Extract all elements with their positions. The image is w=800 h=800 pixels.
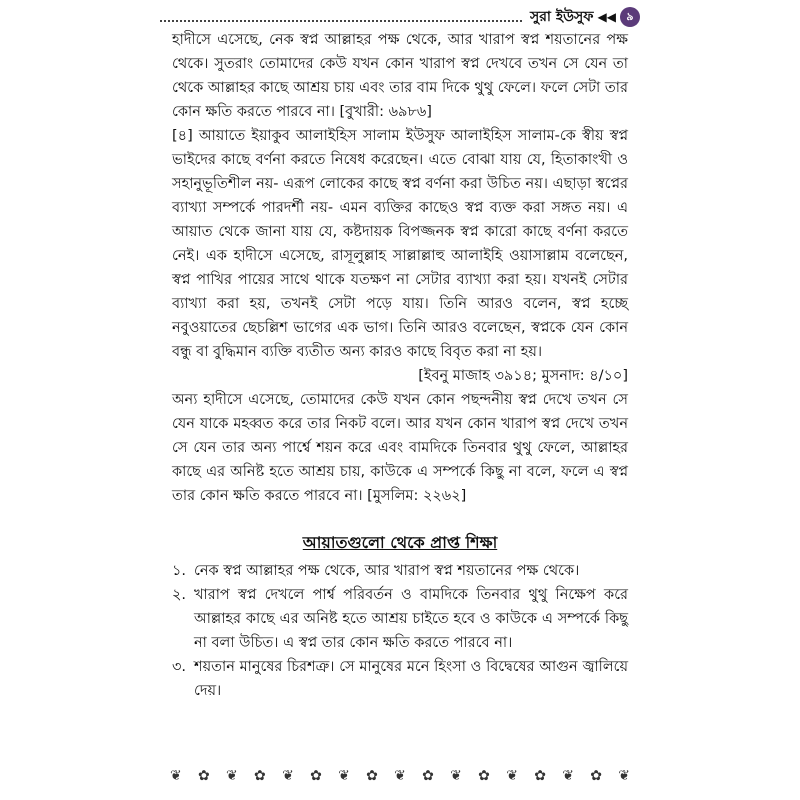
paragraph-note-4: [৪] আয়াতে ইয়াকুব আলাইহিস সালাম ইউসুফ আলাইহিস সালাম-কে স্বীয় স্বপ্ন ভাইদের কাছে বর্ণনা করতে নিষেধ করেছেন। এতে বোঝা যায় যে, হিতাকাংখী ও সহানুভূতিশীল নয়- এরূপ লোকের কাছে স্বপ্ন বর্ণনা করা উচিত নয়। এছাড়া স্বপ্নের ব্যাখ্যা সম্পর্কে পারদর্শী নয়- এমন ব্যক্তির কাছেও স্বপ্ন ব্যক্ত করা সঙ্গত নয়। এ আয়াত থেকে জানা যায় যে, কষ্টদায়ক বিপজ্জনক স্বপ্ন কারো কাছে বর্ণনা করতে নেই। এক হাদীসে এসেছে, রাসূলুল্লাহ সাল্লাল্লাহু আলাইহি ওয়াসাল্লাম বলেছেন, স্বপ্ন পাখির পায়ের সাথে থাকে যতক্ষণ না সেটার ব্যাখ্যা করা হয়। যখনই সেটার ব্যাখ্যা করা হয়, তখনই সেটা পড়ে যায়। তিনি আরও বলেন, স্বপ্ন হচ্ছে নবুওয়াতের ছেচল্লিশ ভাগের এক ভাগ। তিনি আরও বলেছেন, স্বপ্নকে যেন কোন বন্ধু বা বুদ্ধিমান ব্যক্তি ব্যতীত অন্য কারও কাছে বিবৃত করা না হয়।: [172, 128, 628, 360]
lesson-number: ২.: [172, 587, 187, 603]
header-arrows-icon: ◀◀: [597, 10, 616, 24]
ornament-glyph-icon: ❦: [394, 768, 406, 784]
ornament-glyph-icon: ❦: [562, 768, 574, 784]
ornament-glyph-icon: ✿: [534, 768, 546, 784]
surah-title: সুরা ইউসুফ: [529, 9, 594, 25]
ornament-glyph-icon: ❦: [338, 768, 350, 784]
header-dotted-rule: [160, 20, 522, 22]
paragraph-hadith-2: অন্য হাদীসে এসেছে, তোমাদের কেউ যখন কোন পছন্দনীয় স্বপ্ন দেখে তখন সে যেন যাকে মহব্বত করে তার নিকট বলে। আর যখন কোন খারাপ স্বপ্ন দেখে তখন সে যেন তার অন্য পার্শ্বে শয়ন করে এবং বামদিকে তিনবার থুথু ফেলে, আল্লাহর কাছে এর অনিষ্ট হতে আশ্রয় চায়, কাউকে এ সম্পর্কে কিছু না বলে, ফলে এ স্বপ্ন তার কোন ক্ষতি করতে পারবে না। [মুসলিম: ২২৬২]: [172, 392, 628, 504]
ornament-glyph-icon: ❦: [226, 768, 238, 784]
lesson-item: [172, 655, 628, 703]
lesson-number: ৩.: [172, 659, 187, 675]
paragraph-hadith-1: হাদীসে এসেছে, নেক স্বপ্ন আল্লাহর পক্ষ থেকে, আর খারাপ স্বপ্ন শয়তানের পক্ষ থেকে। সুতরাং তোমাদের কেউ যখন কোন খারাপ স্বপ্ন দেখবে তখন সে যেন তা থেকে আল্লাহর কাছে আশ্রয় চায় এবং তার বাম দিকে থুথু ফেলে। ফলে সেটা তার কোন ক্ষতি করতে পারবে না। [বুখারী: ৬৯৮৬]: [172, 32, 628, 120]
ornament-glyph-icon: ✿: [590, 768, 602, 784]
ornament-glyph-icon: ❦: [450, 768, 462, 784]
ornament-glyph-icon: ❦: [170, 768, 182, 784]
lesson-text: নেক স্বপ্ন আল্লাহর পক্ষ থেকে, আর খারাপ স্বপ্ন শয়তানের পক্ষ থেকে।: [194, 563, 580, 579]
ornament-glyph-icon: ✿: [478, 768, 490, 784]
ornament-glyph-icon: ❦: [618, 768, 630, 784]
lessons-heading: আয়াতগুলো থেকে প্রাপ্ত শিক্ষা: [302, 533, 498, 552]
footer-ornament: [170, 768, 630, 788]
reference-ibn-majah: [ইবনু মাজাহ ৩৯১৪; মুসনাদ: ৪/১০]: [418, 368, 628, 384]
ornament-glyph-icon: ❦: [282, 768, 294, 784]
lesson-text: শয়তান মানুষের চিরশত্রু। সে মানুষের মনে হিংসা ও বিদ্বেষের আগুন জ্বালিয়ে দেয়।: [194, 659, 628, 699]
ornament-glyph-icon: ✿: [310, 768, 322, 784]
page-content: [172, 28, 628, 703]
ornament-glyph-icon: ✿: [198, 768, 210, 784]
ornament-glyph-icon: ✿: [254, 768, 266, 784]
ornament-glyph-icon: ✿: [422, 768, 434, 784]
ornament-glyph-icon: ❦: [506, 768, 518, 784]
lesson-text: খারাপ স্বপ্ন দেখলে পার্শ্ব পরিবর্তন ও বামদিকে তিনবার থুথু নিক্ষেপ করে আল্লাহর কাছে এর অনিষ্ট হতে আশ্রয় চাইতে হবে ও কাউকে এ সম্পর্কে কিছু না বলা উচিত। এ স্বপ্ন তার কোন ক্ষতি করতে পারবে না।: [194, 587, 628, 651]
lesson-item: [172, 583, 628, 655]
page-header: [160, 4, 640, 30]
page-number-badge: ৯: [620, 7, 640, 27]
lesson-number: ১.: [172, 563, 187, 579]
lesson-item: [172, 559, 628, 583]
ornament-glyph-icon: ✿: [366, 768, 378, 784]
